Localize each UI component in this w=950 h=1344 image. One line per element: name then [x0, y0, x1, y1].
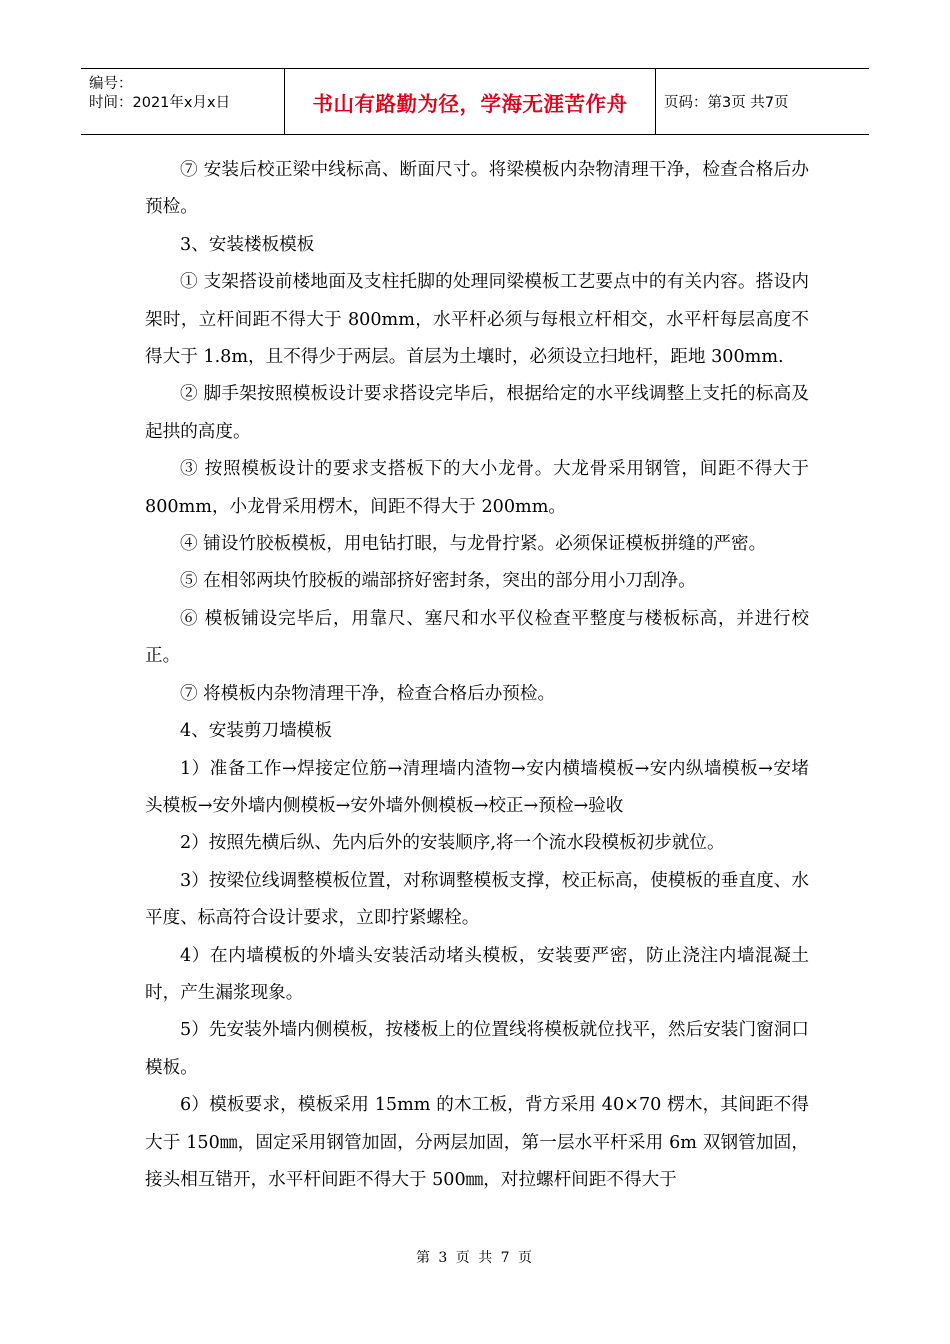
paragraph: ④ 铺设竹胶板模板，用电钻打眼，与龙骨拧紧。必须保证模板拼缝的严密。 — [180, 534, 767, 555]
paragraph: ② 脚手架按照模板设计要求搭设完毕后，根据给定的水平线调整上支托的标高及起拱的高度。 — [145, 384, 809, 442]
paragraph: 5）先安装外墙内侧模板，按楼板上的位置线将模板就位找平，然后安装门窗洞口模板。 — [145, 1020, 809, 1078]
paragraph: 1）准备工作→焊接定位筋→清理墙内渣物→安内横墙模板→安内纵墙模板→安堵头模板→安外墙内侧模板→安外墙外侧模板→校正→预检→验收 — [145, 758, 809, 816]
document-number-label: 编号： — [89, 76, 133, 92]
document-body — [145, 152, 809, 1199]
section-heading: 4、安装剪刀墙模板 — [180, 721, 332, 742]
paragraph: ⑤ 在相邻两块竹胶板的端部挤好密封条，突出的部分用小刀刮净。 — [180, 571, 696, 592]
document-date: 时间：2021年x月x日 — [89, 95, 231, 111]
header-left-cell — [81, 69, 284, 134]
paragraph: ⑥ 模板铺设完毕后，用靠尺、塞尺和水平仪检查平整度与楼板标高，并进行校正。 — [145, 608, 809, 667]
paragraph: 3）按梁位线调整模板位置，对称调整模板支撑，校正标高，使模板的垂直度、水平度、标高符合设计要求，立即拧紧螺栓。 — [145, 870, 809, 929]
header-motto: 书山有路勤为径，学海无涯苦作舟 — [284, 69, 656, 134]
page-header — [81, 68, 869, 135]
paragraph: ⑦ 安装后校正梁中线标高、断面尺寸。将梁模板内杂物清理干净，检查合格后办预检。 — [145, 160, 809, 218]
paragraph: ③ 按照模板设计的要求支搭板下的大小龙骨。大龙骨采用钢管，间距不得大于 800mm，小龙骨采用楞木，间距不得大于 200mm。 — [145, 459, 809, 517]
section-heading: 3、安装楼板模板 — [180, 234, 315, 255]
paragraph: 6）模板要求，模板采用 15mm 的木工板，背方采用 40×70 楞木，其间距不得大于 150㎜，固定采用钢管加固，分两层加固，第一层水平杆采用 6m 双钢管加固，接头相互错开，水平杆间距不得大于 500㎜，对拉螺杆间距不得大于 — [145, 1095, 809, 1190]
paragraph: 2）按照先横后纵、先内后外的安装顺序,将一个流水段模板初步就位。 — [180, 833, 725, 854]
paragraph: ⑦ 将模板内杂物清理干净，检查合格后办预检。 — [180, 683, 556, 704]
paragraph: 4）在内墙模板的外墙头安装活动堵头模板，安装要严密，防止浇注内墙混凝土时，产生漏浆现象。 — [145, 945, 809, 1003]
header-page-info: 页码：第3页 共7页 — [664, 95, 789, 111]
paragraph: ① 支架搭设前楼地面及支柱托脚的处理同梁模板工艺要点中的有关内容。搭设内架时，立杆间距不得大于 800mm，水平杆必须与每根立杆相交，水平杆每层高度不得大于 1.8m，且不得少于两层。首层为土壤时，必须设立扫地杆，距地 300mm. — [145, 272, 809, 368]
page-footer: 第 3 页 共 7 页 — [415, 1250, 535, 1266]
